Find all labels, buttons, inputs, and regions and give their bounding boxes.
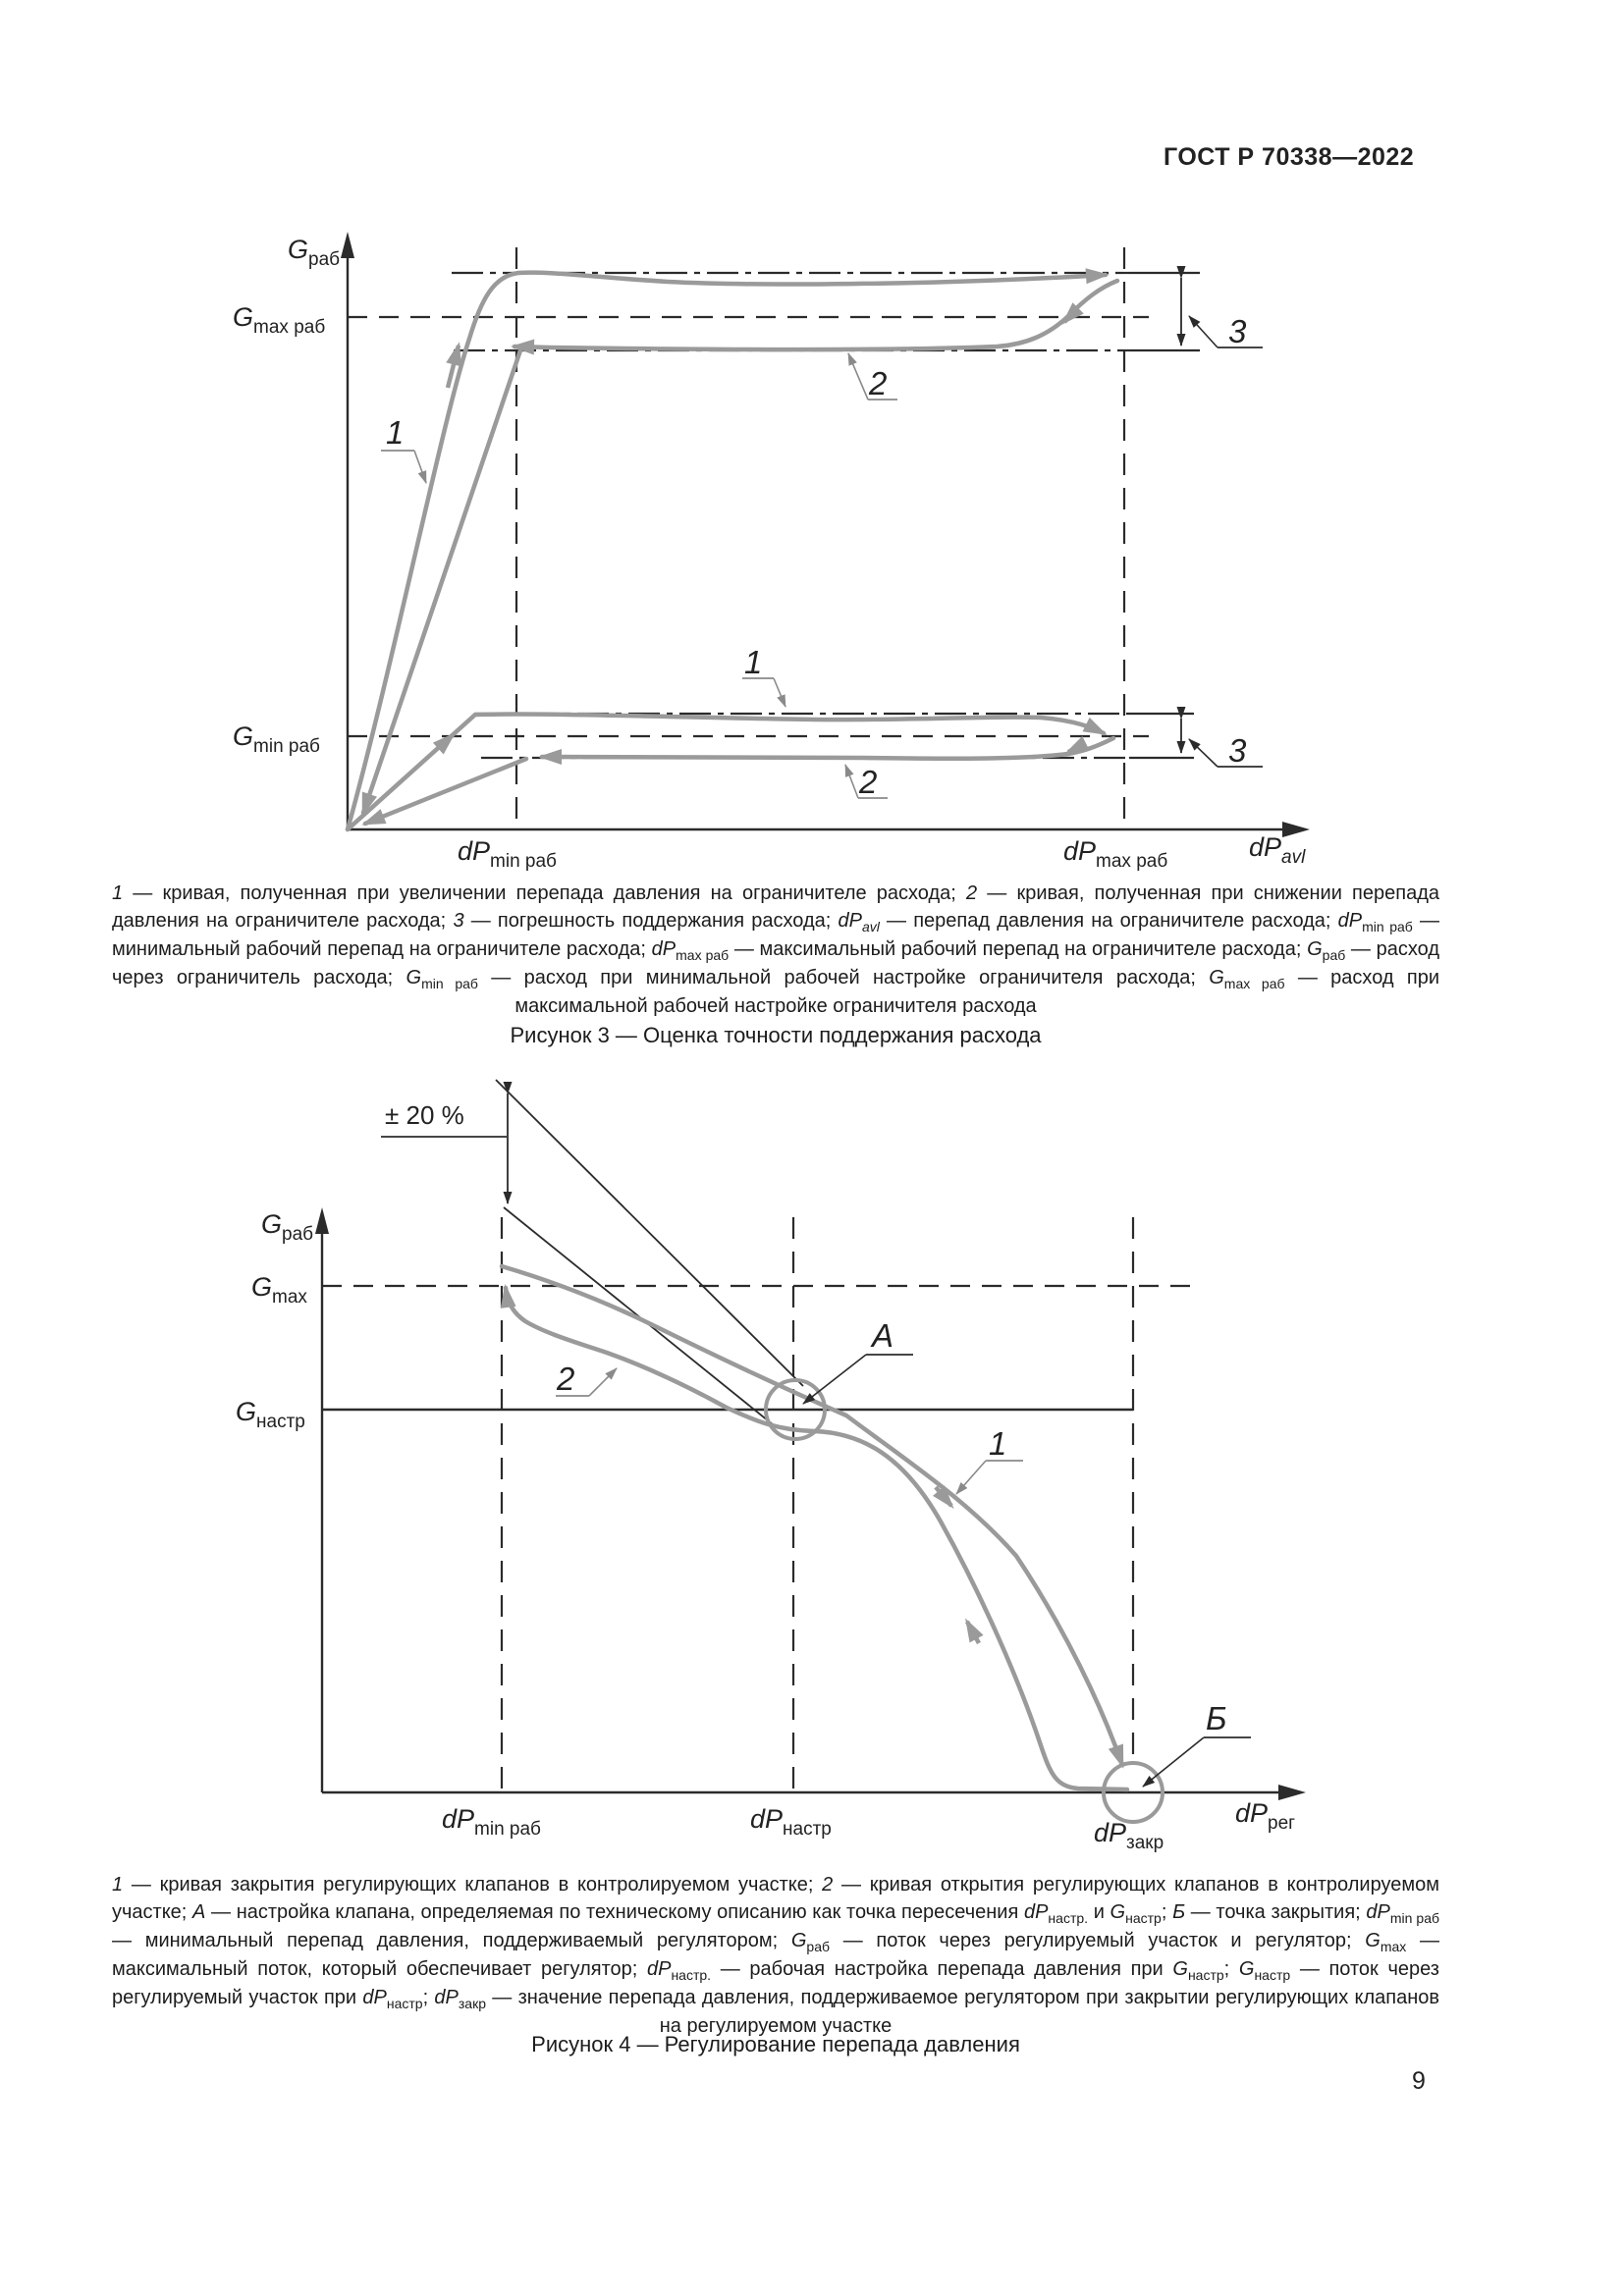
figure-3-chart (93, 177, 1478, 879)
fig4-curve2-arrow-icon (967, 1622, 979, 1643)
fig4-reference-lines (322, 1217, 1190, 1792)
fig3-dp-min-label: $dP_{min раб}$ (458, 836, 557, 872)
fig3-error-upper-label: 3 (1228, 313, 1247, 349)
fig4-point-b-leader (1143, 1737, 1204, 1787)
fig3-label1-lower-leader (774, 678, 785, 707)
fig4-dp-zakr-label: $dP_{закр}$ (1094, 1818, 1164, 1853)
fig3-curve1-lower-label: 1 (744, 644, 763, 680)
fig3-label2-upper-leader (848, 353, 868, 400)
fig4-curve1-label: 1 (989, 1425, 1007, 1462)
fig4-dp-min-label: $dP_{min раб}$ (442, 1804, 541, 1840)
fig4-g-max-label: $G_{max}$ (251, 1272, 307, 1308)
figure-4-caption: 1 — кривая закрытия регулирующих клапанов в контролируемом участке; 2 — кривая открытия регулирующих клапанов в контролируемом участке; А — настройка клапана, определяемая по техническому описанию как точка пересечения $dP_{настр.}$ и $G_{настр}$; Б — точка закрытия; $dP_{min раб}$ — минимальный перепад давления, поддерживаемый регулятором; $G_{раб}$ — поток через регулируемый участок и регулятор; $G_{max}$ — максимальный поток, который обеспечивает регулятор; $dP_{настр.}$ — рабочая настройка перепада давления при $G_{настр}$; $G_{настр}$ — поток через регулируемый участок при $dP_{настр}$; $dP_{закр}$ — значение перепада давления, поддерживаемое регулятором при закрытии регулирующих клапанов на регулируемом участке (112, 1874, 1440, 2037)
fig3-x-axis-arrow-icon (1282, 822, 1310, 837)
fig4-label1-leader (956, 1461, 986, 1494)
fig3-reference-lines (348, 247, 1200, 829)
fig4-dp-nastr-label: $dP_{настр}$ (750, 1804, 832, 1840)
fig4-curve2-opening (506, 1288, 1127, 1789)
fig4-curves (502, 1266, 1127, 1789)
page-number: 9 (1412, 2067, 1426, 2095)
fig3-label2-lower-leader (845, 765, 858, 798)
fig4-point-a-leader (803, 1355, 866, 1404)
fig4-leaders (556, 1355, 1251, 1787)
fig3-error-lower-label: 3 (1228, 732, 1247, 769)
fig3-y-axis-label: $G_{раб}$ (288, 235, 341, 270)
fig4-labels (236, 1100, 1295, 1853)
fig3-curve2-lower-label: 2 (859, 764, 878, 800)
fig4-points (766, 1380, 1163, 1822)
fig4-x-axis-arrow-icon (1278, 1785, 1306, 1800)
fig3-curve2-upper-label: 2 (869, 365, 888, 401)
fig4-g-nastr-label: $G_{настр}$ (236, 1397, 305, 1432)
fig3-label1-upper-leader (414, 451, 426, 483)
fig4-y-axis-label: $G_{раб}$ (261, 1209, 314, 1245)
fig4-point-b-label: Б (1206, 1700, 1227, 1736)
fig3-x-axis-label: $dP_{avl}$ (1249, 832, 1306, 868)
fig3-y-axis-arrow-icon (341, 232, 354, 258)
figure-3-caption: 1 — кривая, полученная при увеличении перепада давления на ограничителе расхода; 2 — кривая, полученная при снижении перепада давления на ограничителе расхода; 3 — погрешность поддержания расхода; $dP_{avl}$ — перепад давления на ограничителе расхода; $dP_{min раб}$ — минимальный рабочий перепад на ограничителе расхода; $dP_{max раб}$ — максимальный рабочий перепад на ограничителе расхода; $G_{раб}$ — расход через ограничитель расхода; $G_{min раб}$ — расход при минимальной рабочей настройке ограничителя расхода; $G_{max раб}$ — расход при максимальной рабочей настройке ограничителя расхода (112, 882, 1440, 1017)
fig4-curve1-closing (502, 1266, 1122, 1765)
fig3-curve1-upper-label: 1 (386, 414, 405, 451)
fig3-curve1-lower (348, 715, 1104, 829)
fig3-label3-lower-leader (1189, 739, 1218, 767)
fig4-x-axis-label: $dP_{рег}$ (1235, 1798, 1296, 1834)
fig3-curve2-upper (514, 281, 1117, 349)
fig3-g-min-label: $G_{min раб}$ (233, 721, 320, 757)
figure-3-title: Рисунок 3 — Оценка точности поддержания расхода (510, 1023, 1042, 1047)
fig4-axes (315, 1207, 1306, 1800)
fig4-wedge-upper-line (496, 1080, 803, 1386)
fig3-labels (233, 235, 1306, 872)
fig4-y-axis-arrow-icon (315, 1207, 329, 1234)
figure-4-title: Рисунок 4 — Регулирование перепада давления (531, 2032, 1020, 2056)
fig3-axes (341, 232, 1310, 837)
fig3-g-max-label: $G_{max раб}$ (233, 302, 326, 338)
fig3-leaders (381, 316, 1263, 798)
fig4-label2-leader (589, 1368, 617, 1396)
fig4-point-a-label: А (872, 1317, 894, 1354)
fig4-tolerance-label: ± 20 % (385, 1100, 464, 1130)
document-header: ГОСТ Р 70338—2022 (1164, 143, 1415, 171)
fig3-curve2-lower (542, 738, 1113, 759)
fig3-curves (348, 273, 1117, 829)
figure-4-chart (93, 1055, 1478, 1870)
fig4-tolerance-wedge (381, 1080, 803, 1425)
fig3-label3-upper-leader (1189, 316, 1218, 347)
fig4-curve2-label: 2 (557, 1361, 575, 1397)
fig3-dp-max-label: $dP_{max раб}$ (1063, 836, 1168, 872)
fig3-curve1-upper (348, 273, 1106, 829)
